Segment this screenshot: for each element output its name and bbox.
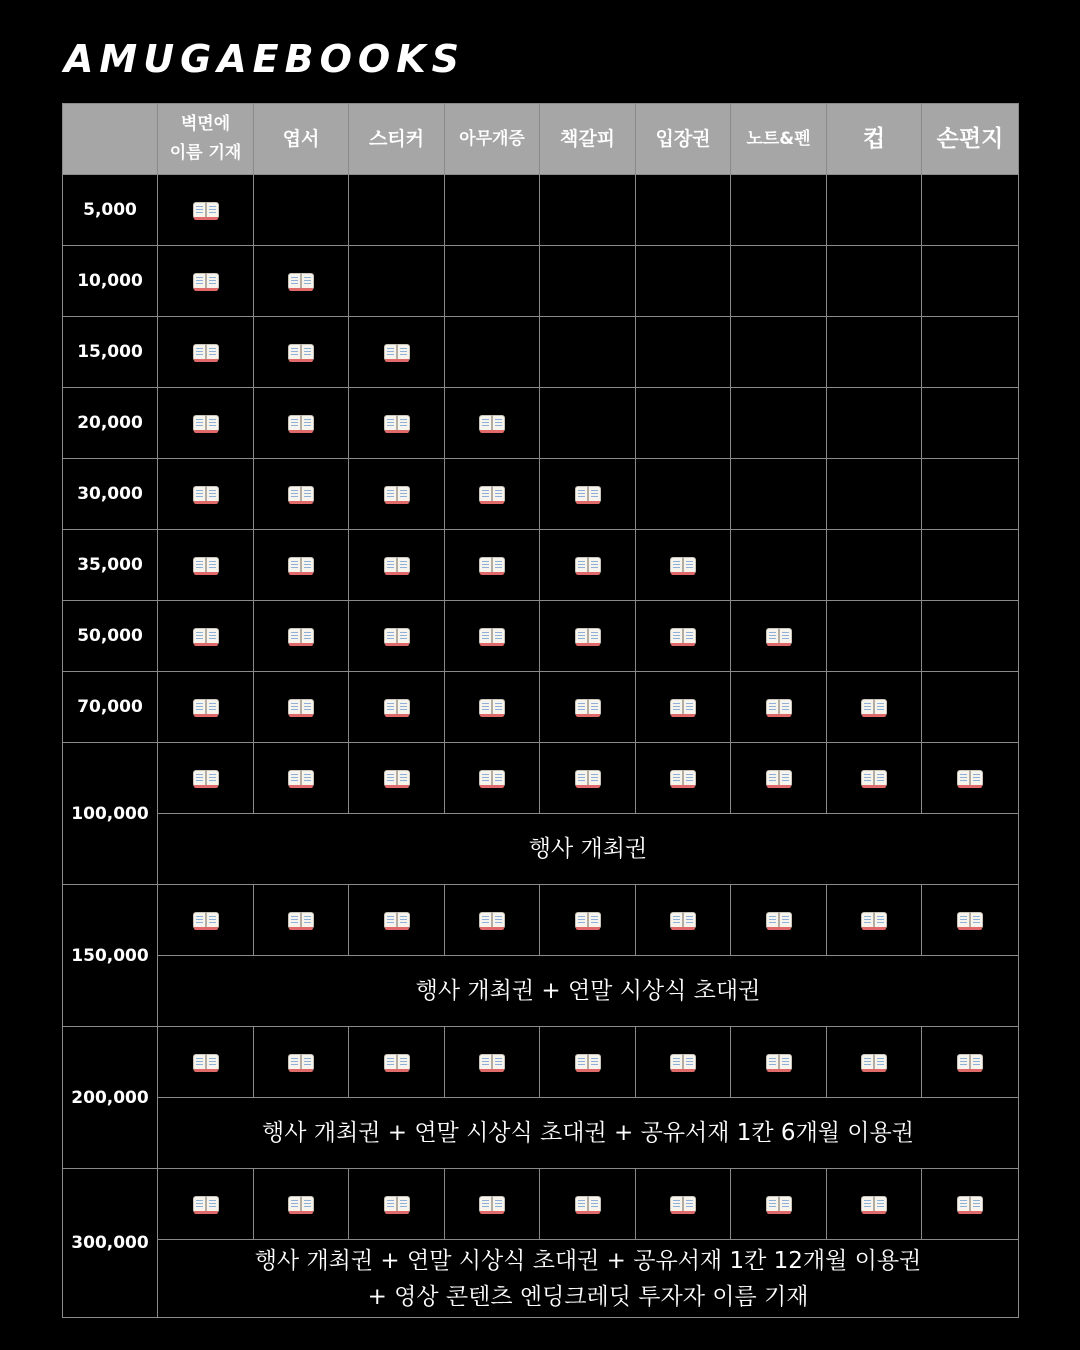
reward-cell [349,672,445,743]
tier-amount: 100,000 [63,743,158,885]
reward-cell [445,459,540,530]
table-row [63,1169,1019,1240]
reward-cell [349,1027,445,1098]
reward-cell [540,175,636,246]
open-book-icon [575,626,601,646]
reward-cell [158,672,254,743]
tier-bonus-line: 행사 개최권 + 연말 시상식 초대권 + 공유서재 1칸 12개월 이용권 [254,1247,922,1274]
reward-cell [827,388,922,459]
reward-cell [922,672,1019,743]
reward-cell [540,885,636,956]
open-book-icon [193,1194,219,1214]
reward-cell [636,246,731,317]
reward-cell [636,388,731,459]
reward-cell [445,672,540,743]
open-book-icon [384,555,410,575]
open-book-icon [193,910,219,930]
tier-amount: 5,000 [63,175,158,246]
open-book-icon [288,271,314,291]
open-book-icon [288,555,314,575]
open-book-icon [384,342,410,362]
reward-cell [158,459,254,530]
open-book-icon [957,1194,983,1214]
table-row [63,459,1019,530]
reward-cell [540,388,636,459]
reward-cell [540,1027,636,1098]
open-book-icon [288,1052,314,1072]
open-book-icon [766,626,792,646]
reward-cell [636,743,731,814]
open-book-icon [670,910,696,930]
header-postcard: 엽서 [254,104,349,175]
reward-cell [254,175,349,246]
reward-cell [158,317,254,388]
open-book-icon [479,768,505,788]
open-book-icon [766,910,792,930]
reward-cell [922,175,1019,246]
table-row [63,601,1019,672]
open-book-icon [670,626,696,646]
tier-bonus-line: 행사 개최권 + 연말 시상식 초대권 + 공유서재 1칸 6개월 이용권 [262,1120,914,1146]
reward-cell [922,246,1019,317]
reward-cell [731,530,827,601]
reward-cell [827,175,922,246]
reward-cell [922,885,1019,956]
reward-cell [540,743,636,814]
reward-cell [445,885,540,956]
reward-cell [731,459,827,530]
reward-cell [827,459,922,530]
tier-amount: 300,000 [63,1169,158,1318]
open-book-icon [766,697,792,717]
reward-cell [922,530,1019,601]
tier-amount: 30,000 [63,459,158,530]
open-book-icon [670,555,696,575]
tier-note-row [63,814,1019,885]
open-book-icon [384,484,410,504]
reward-cell [540,317,636,388]
reward-cell [540,1169,636,1240]
reward-cell [731,1027,827,1098]
open-book-icon [670,768,696,788]
tier-amount: 15,000 [63,317,158,388]
reward-cell [636,601,731,672]
reward-cell [540,601,636,672]
open-book-icon [193,626,219,646]
brand-logo: AMUGAEBOOKS [64,37,466,81]
reward-cell [158,885,254,956]
reward-cell [636,672,731,743]
reward-cell [254,743,349,814]
open-book-icon [479,910,505,930]
open-book-icon [288,768,314,788]
open-book-icon [957,910,983,930]
open-book-icon [575,910,601,930]
reward-cell [540,459,636,530]
open-book-icon [575,555,601,575]
reward-cell [445,317,540,388]
table-row [63,1027,1019,1098]
open-book-icon [288,484,314,504]
tier-amount: 35,000 [63,530,158,601]
open-book-icon [384,768,410,788]
header-cup: 컵 [827,104,922,175]
open-book-icon [766,1052,792,1072]
table-row [63,743,1019,814]
open-book-icon [384,1052,410,1072]
reward-cell [827,885,922,956]
open-book-icon [193,768,219,788]
reward-cell [827,1027,922,1098]
open-book-icon [193,342,219,362]
reward-cell [445,743,540,814]
open-book-icon [193,484,219,504]
header-sticker: 스티커 [349,104,445,175]
reward-cell [445,530,540,601]
reward-cell [349,388,445,459]
reward-cell [254,388,349,459]
open-book-icon [479,697,505,717]
open-book-icon [670,697,696,717]
open-book-icon [193,413,219,433]
tier-amount: 70,000 [63,672,158,743]
header-note-and-pen: 노트&펜 [731,104,827,175]
open-book-icon [288,910,314,930]
open-book-icon [479,1194,505,1214]
table-row [63,388,1019,459]
header-bookmark: 책갈피 [540,104,636,175]
reward-cell [540,246,636,317]
reward-cell [445,1027,540,1098]
open-book-icon [575,1052,601,1072]
reward-cell [349,1169,445,1240]
tier-amount: 20,000 [63,388,158,459]
reward-cell [827,246,922,317]
reward-cell [731,388,827,459]
reward-cell [922,317,1019,388]
table-row [63,175,1019,246]
reward-cell [158,388,254,459]
reward-cell [731,601,827,672]
open-book-icon [957,1052,983,1072]
reward-cell [349,530,445,601]
open-book-icon [479,413,505,433]
open-book-icon [384,413,410,433]
open-book-icon [766,1194,792,1214]
open-book-icon [479,555,505,575]
open-book-icon [193,1052,219,1072]
reward-cell [922,459,1019,530]
reward-cell [158,530,254,601]
open-book-icon [957,768,983,788]
reward-cell [445,388,540,459]
open-book-icon [193,697,219,717]
open-book-icon [288,1194,314,1214]
tier-bonus-line: + 영상 콘텐츠 엔딩크레딧 투자자 이름 기재 [367,1283,809,1310]
reward-cell [540,530,636,601]
reward-cell [827,1169,922,1240]
reward-cell [349,246,445,317]
table-row [63,530,1019,601]
header-corner [63,104,158,175]
table-row [63,246,1019,317]
reward-cell [827,743,922,814]
open-book-icon [384,626,410,646]
open-book-icon [670,1194,696,1214]
tier-bonus-note [158,956,1019,1027]
open-book-icon [384,910,410,930]
open-book-icon [193,555,219,575]
reward-cell [636,1027,731,1098]
reward-cell [636,885,731,956]
reward-cell [254,317,349,388]
reward-cell [349,175,445,246]
reward-cell [731,246,827,317]
tier-bonus-line: 행사 개최권 [528,836,648,862]
tier-bonus-note [158,1240,1019,1318]
reward-cell [158,1027,254,1098]
open-book-icon [479,484,505,504]
reward-cell [731,672,827,743]
reward-cell [636,175,731,246]
reward-cell [445,246,540,317]
reward-cell [827,672,922,743]
open-book-icon [288,697,314,717]
open-book-icon [384,697,410,717]
reward-cell [254,672,349,743]
table-header-row [63,104,1019,175]
open-book-icon [193,200,219,220]
reward-cell [254,601,349,672]
table-body [63,175,1019,1318]
open-book-icon [766,768,792,788]
reward-cell [731,1169,827,1240]
open-book-icon [670,1052,696,1072]
table-row [63,885,1019,956]
table-row [63,672,1019,743]
reward-cell [731,317,827,388]
open-book-icon [861,1052,887,1072]
tier-amount: 150,000 [63,885,158,1027]
reward-cell [731,175,827,246]
reward-cell [636,317,731,388]
open-book-icon [861,768,887,788]
reward-cell [349,459,445,530]
open-book-icon [288,413,314,433]
open-book-icon [861,910,887,930]
header-member-card: 아무개증 [445,104,540,175]
open-book-icon [288,342,314,362]
open-book-icon [479,1052,505,1072]
reward-cell [636,1169,731,1240]
reward-cell [349,601,445,672]
header-handwritten-letter: 손편지 [922,104,1019,175]
reward-cell [731,885,827,956]
reward-cell [158,1169,254,1240]
open-book-icon [193,271,219,291]
header-name-on-wall [158,104,254,175]
reward-cell [254,530,349,601]
reward-cell [445,175,540,246]
tier-bonus-note [158,1098,1019,1169]
reward-cell [254,246,349,317]
tier-note-row [63,1098,1019,1169]
open-book-icon [575,484,601,504]
tier-bonus-line: 행사 개최권 + 연말 시상식 초대권 [415,978,761,1004]
reward-cell [827,317,922,388]
tier-amount: 50,000 [63,601,158,672]
reward-cell [349,885,445,956]
reward-tier-table [62,103,1019,1318]
tier-note-row [63,956,1019,1027]
reward-cell [445,601,540,672]
tier-amount: 10,000 [63,246,158,317]
reward-cell [922,601,1019,672]
open-book-icon [288,626,314,646]
reward-cell [349,317,445,388]
reward-cell [922,743,1019,814]
open-book-icon [384,1194,410,1214]
reward-cell [158,743,254,814]
tier-note-row [63,1240,1019,1318]
reward-cell [636,530,731,601]
reward-cell [827,530,922,601]
header-admission-ticket: 입장권 [636,104,731,175]
reward-cell [254,885,349,956]
reward-cell [540,672,636,743]
header-name-on-wall-label: 벽면에 이름 기재 [169,114,242,163]
open-book-icon [861,1194,887,1214]
tier-bonus-note [158,814,1019,885]
reward-cell [922,1169,1019,1240]
open-book-icon [575,768,601,788]
reward-cell [158,246,254,317]
open-book-icon [861,697,887,717]
reward-cell [731,743,827,814]
reward-cell [158,175,254,246]
reward-cell [254,1027,349,1098]
reward-cell [922,1027,1019,1098]
open-book-icon [575,697,601,717]
reward-cell [827,601,922,672]
reward-cell [445,1169,540,1240]
table-row [63,317,1019,388]
reward-cell [922,388,1019,459]
reward-cell [254,459,349,530]
reward-cell [349,743,445,814]
open-book-icon [575,1194,601,1214]
reward-cell [158,601,254,672]
tier-amount: 200,000 [63,1027,158,1169]
reward-cell [254,1169,349,1240]
open-book-icon [479,626,505,646]
reward-cell [636,459,731,530]
